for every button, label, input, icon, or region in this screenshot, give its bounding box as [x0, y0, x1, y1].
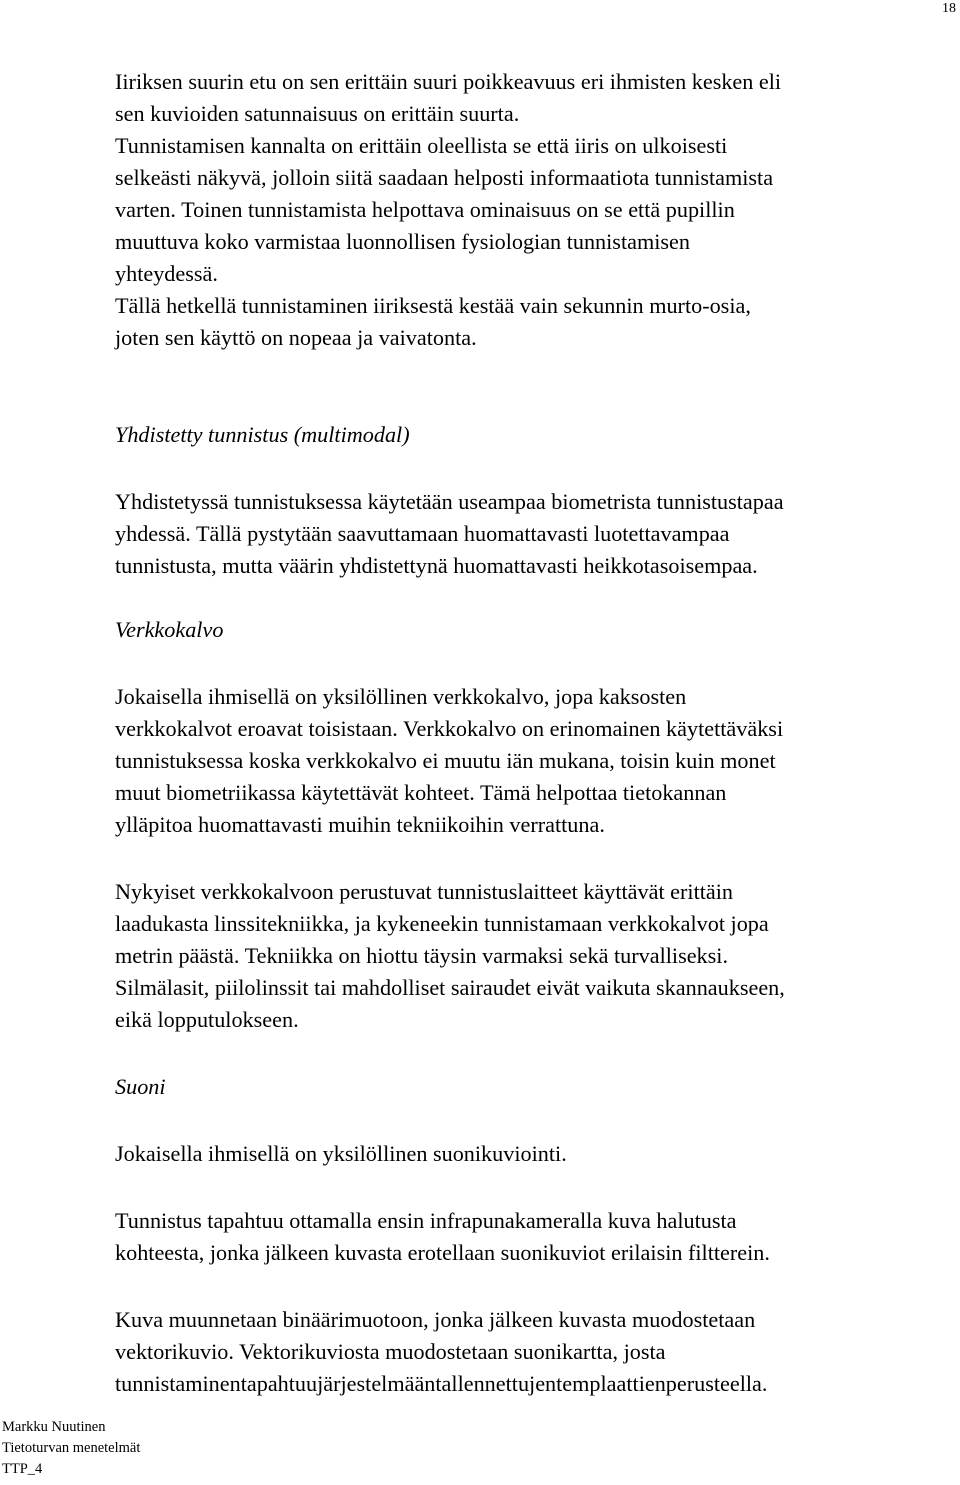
paragraph-multimodal [115, 486, 960, 582]
footer-author: Markku Nuutinen [2, 1419, 106, 1435]
text-line: Kuva muunnetaan binäärimuotoon, jonka jälkeen kuvasta muodostetaan [115, 1307, 756, 1332]
page-number: 18 [942, 1, 956, 16]
text-line: muuttuva koko varmistaa luonnollisen fysiologian tunnistamisen [115, 229, 690, 254]
page-footer [2, 1417, 140, 1480]
paragraph-vein-2 [115, 1205, 960, 1269]
paragraph-vein-1 [115, 1138, 960, 1170]
paragraph-retina-1 [115, 681, 960, 841]
text-line: tunnistuksessa koska verkkokalvo ei muutu iän mukana, toisin kuin monet [115, 748, 776, 773]
text-line: muut biometriikassa käytettävät kohteet. Tämä helpottaa tietokannan [115, 780, 727, 805]
text-line: tunnistaminentapahtuujärjestelmääntallennettujentemplaattienperusteella. [115, 1371, 768, 1396]
section-heading-multimodal: Yhdistetty tunnistus (multimodal) [115, 422, 410, 447]
section-heading-retina: Verkkokalvo [115, 617, 224, 642]
text-line: tunnistusta, mutta väärin yhdistettynä huomattavasti heikkotasoisempaa. [115, 553, 758, 578]
text-line: Tunnistus tapahtuu ottamalla ensin infrapunakameralla kuva halutusta [115, 1208, 737, 1233]
text-line: eikä lopputulokseen. [115, 1007, 299, 1032]
text-line: kohteesta, jonka jälkeen kuvasta erotellaan suonikuviot erilaisin filtterein. [115, 1240, 770, 1265]
text-line: Nykyiset verkkokalvoon perustuvat tunnistuslaitteet käyttävät erittäin [115, 879, 734, 904]
text-line: Yhdistetyssä tunnistuksessa käytetään useampaa biometrista tunnistustapaa [115, 489, 784, 514]
text-line: Jokaisella ihmisellä on yksilöllinen suonikuviointi. [115, 1141, 567, 1166]
paragraph-iris [115, 66, 960, 354]
text-line: sen kuvioiden satunnaisuus on erittäin suurta. [115, 101, 520, 126]
footer-course: Tietoturvan menetelmät [2, 1440, 141, 1456]
text-line: joten sen käyttö on nopeaa ja vaivatonta. [115, 325, 477, 350]
footer-code: TTP_4 [2, 1461, 43, 1477]
text-line: selkeästi näkyvä, jolloin siitä saadaan helposti informaatiota tunnistamista [115, 165, 774, 190]
text-line: yhdessä. Tällä pystytään saavuttamaan huomattavasti luotettavampaa [115, 521, 730, 546]
text-line: Tällä hetkellä tunnistaminen iiriksestä kestää vain sekunnin murto-osia, [115, 293, 751, 318]
paragraph-retina-2 [115, 876, 960, 1036]
text-line: vektorikuvio. Vektorikuviosta muodostetaan suonikartta, josta [115, 1339, 666, 1364]
text-line: verkkokalvot eroavat toisistaan. Verkkokalvo on erinomainen käytettäväksi [115, 716, 784, 741]
text-line: laadukasta linssitekniikka, ja kykeneekin tunnistamaan verkkokalvot jopa [115, 911, 769, 936]
document-body [115, 66, 960, 1400]
text-line: varten. Toinen tunnistamista helpottava ominaisuus on se että pupillin [115, 197, 735, 222]
text-line: yhteydessä. [115, 261, 218, 286]
section-heading-vein: Suoni [115, 1074, 166, 1099]
text-line: ylläpitoa huomattavasti muihin tekniikoihin verrattuna. [115, 812, 605, 837]
paragraph-vein-3 [115, 1304, 960, 1400]
text-line: metrin päästä. Tekniikka on hiottu täysin varmaksi sekä turvalliseksi. [115, 943, 728, 968]
text-line: Tunnistamisen kannalta on erittäin oleellista se että iiris on ulkoisesti [115, 133, 728, 158]
text-line: Silmälasit, piilolinssit tai mahdolliset sairaudet eivät vaikuta skannaukseen, [115, 975, 785, 1000]
text-line: Jokaisella ihmisellä on yksilöllinen verkkokalvo, jopa kaksosten [115, 684, 687, 709]
text-line: Iiriksen suurin etu on sen erittäin suuri poikkeavuus eri ihmisten kesken eli [115, 69, 782, 94]
